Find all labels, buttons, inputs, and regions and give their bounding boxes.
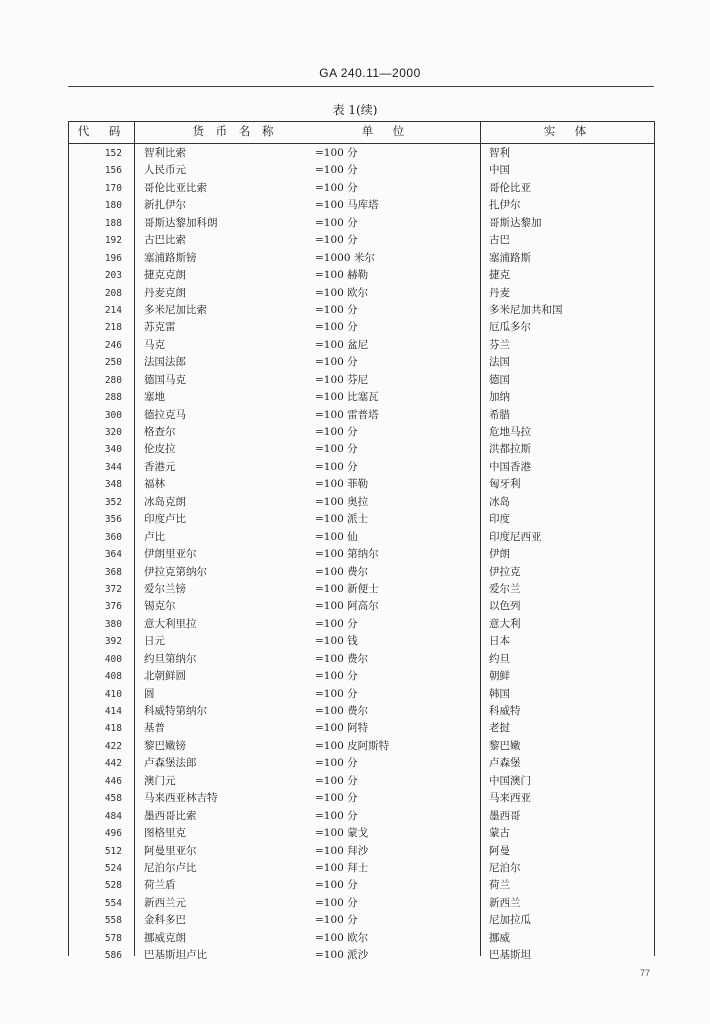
currency-code: 300 (104, 409, 122, 421)
entity-name: 希腊 (489, 408, 510, 421)
currency-unit: =100 菲勒 (315, 478, 369, 491)
entity-name: 黎巴嫩 (489, 739, 521, 752)
currency-name: 哥斯达黎加科朗 (144, 216, 218, 229)
page-number: 77 (639, 968, 650, 978)
entity-name: 多米尼加共和国 (489, 303, 563, 316)
currency-unit: =100 派士 (315, 513, 369, 526)
currency-code: 512 (104, 845, 122, 857)
currency-unit: =100 分 (315, 164, 358, 177)
currency-code: 368 (104, 566, 122, 578)
currency-name: 格查尔 (144, 426, 176, 438)
currency-name: 丹麦克朗 (144, 286, 186, 299)
currency-name: 多米尼加比索 (144, 303, 207, 316)
table-row (68, 145, 654, 162)
currency-code: 380 (104, 618, 122, 630)
currency-name: 金科多巴 (144, 914, 186, 927)
table-row (68, 825, 654, 842)
currency-name: 塞浦路斯镑 (144, 251, 197, 264)
currency-unit: =100 分 (315, 356, 358, 369)
currency-name: 马克 (144, 338, 165, 351)
table-row (68, 651, 654, 668)
currency-code: 188 (104, 217, 122, 229)
table-row (68, 529, 654, 546)
table-row (68, 319, 654, 336)
currency-unit: =100 分 (315, 321, 358, 334)
table-row (68, 581, 654, 598)
currency-name: 墨西哥比索 (144, 809, 197, 822)
currency-name: 伦皮拉 (144, 443, 176, 456)
entity-name: 日本 (489, 635, 510, 648)
currency-unit: =100 拜沙 (315, 844, 369, 857)
entity-name: 墨西哥 (489, 809, 521, 822)
currency-name: 黎巴嫩镑 (144, 739, 186, 752)
currency-code: 410 (104, 688, 122, 700)
currency-name: 圆 (144, 687, 155, 700)
currency-unit: =100 分 (315, 879, 358, 892)
currency-unit: =100 分 (315, 774, 358, 787)
table-row (68, 720, 654, 737)
currency-unit: =100 芬尼 (315, 373, 369, 386)
currency-name: 捷克克朗 (144, 269, 186, 282)
entity-name: 厄瓜多尔 (489, 321, 531, 334)
table-row (68, 372, 654, 389)
currency-unit: =100 欧尔 (315, 286, 369, 299)
currency-code: 554 (104, 897, 122, 909)
currency-unit: =100 分 (315, 687, 358, 700)
currency-unit: =100 拜士 (315, 861, 369, 874)
entity-name: 芬兰 (489, 338, 510, 351)
currency-code: 418 (104, 723, 122, 735)
currency-unit: =100 赫勒 (315, 269, 369, 282)
currency-name: 约旦第纳尔 (144, 652, 197, 665)
currency-name: 福林 (144, 478, 165, 491)
table-row (68, 250, 654, 267)
currency-unit: =100 派沙 (315, 949, 369, 962)
currency-code: 348 (104, 479, 122, 491)
currency-code: 446 (104, 775, 122, 787)
currency-code: 364 (104, 549, 122, 561)
currency-unit: =100 分 (315, 426, 358, 438)
table-row (68, 808, 654, 825)
currency-name: 苏克雷 (144, 321, 176, 334)
currency-code: 156 (104, 165, 122, 177)
entity-name: 意大利 (489, 617, 521, 630)
table-row (68, 877, 654, 894)
currency-name: 基普 (144, 722, 165, 735)
table-row (68, 686, 654, 703)
currency-code: 246 (104, 339, 122, 351)
currency-code: 524 (104, 862, 122, 874)
currency-code: 484 (104, 810, 122, 822)
entity-name: 约旦 (489, 652, 510, 665)
table-row (68, 912, 654, 929)
table-row (68, 668, 654, 685)
currency-unit: =1000 米尔 (315, 251, 375, 264)
entity-name: 中国 (489, 164, 510, 177)
currency-code: 352 (104, 496, 122, 508)
currency-name: 阿曼里亚尔 (144, 844, 197, 857)
entity-name: 扎伊尔 (489, 199, 521, 212)
currency-unit: =100 费尔 (315, 565, 369, 578)
currency-name: 北朝鲜圆 (144, 670, 186, 683)
currency-unit: =100 分 (315, 303, 358, 316)
entity-name: 爱尔兰 (489, 582, 521, 595)
table-row (68, 494, 654, 511)
entity-name: 冰岛 (489, 495, 510, 508)
table-row (68, 790, 654, 807)
currency-name: 日元 (144, 635, 165, 648)
entity-name: 伊拉克 (489, 565, 521, 578)
currency-unit: =100 费尔 (315, 652, 369, 665)
currency-code: 528 (104, 880, 122, 892)
currency-unit: =100 分 (315, 670, 358, 683)
currency-code: 214 (104, 304, 122, 316)
entity-name: 丹麦 (489, 286, 510, 299)
currency-name: 尼泊尔卢比 (144, 861, 197, 874)
currency-code: 196 (104, 252, 122, 264)
currency-unit: =100 分 (315, 757, 358, 770)
table-row (68, 441, 654, 458)
entity-name: 伊朗 (489, 548, 510, 561)
table-row (68, 197, 654, 214)
entity-name: 尼加拉瓜 (489, 914, 531, 927)
table-row (68, 302, 654, 319)
table-row (68, 459, 654, 476)
currency-unit: =100 仙 (315, 530, 358, 543)
table-row (68, 215, 654, 232)
currency-code: 496 (104, 828, 122, 840)
currency-unit: =100 分 (315, 147, 358, 159)
currency-name: 马来西亚林吉特 (144, 792, 218, 805)
entity-name: 朝鲜 (489, 670, 510, 683)
currency-unit: =100 第纳尔 (315, 548, 379, 561)
currency-name: 德拉克马 (144, 408, 186, 421)
table-row (68, 389, 654, 406)
table-row (68, 895, 654, 912)
currency-name: 澳门元 (144, 774, 176, 787)
table-row (68, 598, 654, 615)
currency-name: 挪威克朗 (144, 931, 186, 944)
entity-name: 匈牙利 (489, 478, 521, 491)
currency-code: 203 (104, 270, 122, 282)
entity-name: 以色列 (489, 600, 521, 613)
entity-name: 危地马拉 (489, 426, 531, 438)
header-rule (68, 86, 654, 87)
entity-name: 印度 (489, 513, 510, 526)
currency-code: 578 (104, 932, 122, 944)
currency-unit: =100 分 (315, 234, 358, 247)
table-row (68, 616, 654, 633)
table-row (68, 407, 654, 424)
currency-name: 卢比 (144, 530, 165, 543)
entity-name: 卢森堡 (489, 757, 521, 770)
currency-name: 爱尔兰镑 (144, 582, 186, 595)
table-row (68, 476, 654, 493)
currency-unit: =100 阿高尔 (315, 600, 379, 613)
entity-name: 加纳 (489, 391, 510, 404)
currency-code: 320 (104, 427, 122, 438)
entity-name: 中国澳门 (489, 774, 531, 787)
table-caption: 表 1(续) (332, 103, 378, 117)
entity-name: 阿曼 (489, 844, 510, 857)
entity-name: 哥伦比亚 (489, 181, 531, 194)
currency-name: 塞地 (144, 391, 165, 404)
entity-name: 韩国 (489, 687, 510, 700)
currency-name: 伊朗里亚尔 (144, 548, 197, 561)
entity-name: 智利 (489, 147, 510, 159)
table-row (68, 843, 654, 860)
entity-name: 捷克 (489, 269, 510, 282)
currency-code: 376 (104, 601, 122, 613)
currency-code: 422 (104, 740, 122, 752)
table-row (68, 424, 654, 441)
currency-code: 356 (104, 514, 122, 526)
currency-unit: =100 马库塔 (315, 199, 379, 212)
currency-name: 香港元 (144, 460, 176, 473)
table-row (68, 232, 654, 249)
column-header-entity: 实 体 (543, 124, 591, 138)
currency-unit: =100 欧尔 (315, 931, 369, 944)
currency-code: 208 (104, 287, 122, 299)
currency-name: 冰岛克朗 (144, 495, 186, 508)
currency-name: 新扎伊尔 (144, 199, 186, 212)
currency-name: 意大利里拉 (144, 617, 197, 630)
currency-code: 250 (104, 357, 122, 369)
currency-unit: =100 分 (315, 914, 358, 927)
table-row (68, 267, 654, 284)
table-row (68, 755, 654, 772)
currency-unit: =100 分 (315, 896, 358, 909)
entity-name: 挪威 (489, 931, 510, 944)
currency-name: 科威特第纳尔 (144, 705, 207, 717)
currency-unit: =100 分 (315, 181, 358, 194)
currency-unit: =100 蒙戈 (315, 827, 369, 840)
currency-unit: =100 分 (315, 460, 358, 473)
column-header-unit: 单 位 (361, 124, 409, 138)
entity-name: 巴基斯坦 (489, 949, 531, 962)
currency-name: 新西兰元 (144, 896, 186, 909)
currency-unit: =100 盆尼 (315, 338, 369, 351)
entity-name: 德国 (489, 373, 510, 386)
currency-code: 400 (104, 653, 122, 665)
column-header-code: 代 码 (77, 124, 125, 138)
currency-code: 344 (104, 461, 122, 473)
currency-code: 192 (104, 235, 122, 247)
currency-unit: =100 阿特 (315, 722, 369, 735)
table-row (68, 354, 654, 371)
table-row (68, 947, 654, 964)
currency-code: 392 (104, 636, 122, 648)
entity-name: 印度尼西亚 (489, 530, 542, 543)
table-row (68, 930, 654, 947)
currency-name: 荷兰盾 (144, 879, 176, 892)
currency-code: 408 (104, 671, 122, 683)
currency-name: 人民币元 (144, 164, 186, 177)
currency-unit: =100 分 (315, 443, 358, 456)
currency-unit: =100 皮阿斯特 (315, 739, 390, 752)
currency-code: 558 (104, 915, 122, 927)
currency-code: 280 (104, 374, 122, 386)
table-row (68, 337, 654, 354)
currency-unit: =100 分 (315, 809, 358, 822)
currency-unit: =100 奥拉 (315, 495, 369, 508)
currency-unit: =100 钱 (315, 635, 358, 648)
entity-name: 法国 (489, 356, 510, 369)
table-row (68, 546, 654, 563)
currency-code: 152 (104, 148, 122, 159)
currency-unit: =100 分 (315, 792, 358, 805)
entity-name: 新西兰 (489, 896, 521, 909)
currency-name: 图格里克 (144, 827, 186, 840)
currency-name: 卢森堡法郎 (144, 757, 197, 770)
entity-name: 中国香港 (489, 460, 531, 473)
header-bottom-rule (68, 143, 654, 144)
table-row (68, 773, 654, 790)
entity-name: 马来西亚 (489, 792, 531, 805)
entity-name: 洪都拉斯 (489, 443, 531, 456)
currency-unit: =100 分 (315, 617, 358, 630)
table-row (68, 180, 654, 197)
entity-name: 哥斯达黎加 (489, 216, 542, 229)
table-top-rule (68, 121, 654, 122)
currency-unit: =100 比塞瓦 (315, 391, 379, 404)
currency-unit: =100 分 (315, 216, 358, 229)
currency-unit: =100 费尔 (315, 705, 369, 717)
entity-name: 蒙古 (489, 827, 510, 840)
table-row (68, 511, 654, 528)
entity-name: 科威特 (489, 705, 521, 717)
entity-name: 老挝 (489, 722, 510, 735)
currency-code: 442 (104, 758, 122, 770)
table-row (68, 285, 654, 302)
currency-name: 锡克尔 (144, 600, 176, 613)
column-header-currency-name: 货 币 名 称 (192, 124, 278, 138)
currency-code: 340 (104, 444, 122, 456)
table-border-right (654, 121, 655, 956)
currency-code: 288 (104, 392, 122, 404)
currency-code: 458 (104, 793, 122, 805)
currency-name: 哥伦比亚比索 (144, 181, 207, 194)
entity-name: 荷兰 (489, 879, 510, 892)
currency-name: 印度卢比 (144, 513, 186, 526)
table-body (68, 145, 654, 965)
table-row (68, 633, 654, 650)
entity-name: 尼泊尔 (489, 861, 521, 874)
currency-name: 法国法郎 (144, 356, 186, 369)
currency-unit: =100 雷普塔 (315, 408, 379, 421)
standard-code: GA 240.11—2000 (319, 66, 421, 80)
currency-name: 德国马克 (144, 373, 186, 386)
currency-name: 伊拉克第纳尔 (144, 565, 207, 578)
currency-code: 372 (104, 583, 122, 595)
table-row (68, 703, 654, 720)
currency-code: 586 (104, 950, 122, 962)
table-row (68, 564, 654, 581)
entity-name: 塞浦路斯 (489, 251, 531, 264)
currency-name: 古巴比索 (144, 234, 186, 247)
currency-code: 414 (104, 706, 122, 717)
currency-name: 巴基斯坦卢比 (144, 949, 207, 962)
table-row (68, 860, 654, 877)
entity-name: 古巴 (489, 234, 510, 247)
currency-code: 170 (104, 182, 122, 194)
currency-unit: =100 新便士 (315, 582, 379, 595)
currency-name: 智利比索 (144, 147, 186, 159)
currency-code: 360 (104, 531, 122, 543)
table-row (68, 738, 654, 755)
currency-code: 218 (104, 322, 122, 334)
currency-code: 180 (104, 200, 122, 212)
table-row (68, 162, 654, 179)
